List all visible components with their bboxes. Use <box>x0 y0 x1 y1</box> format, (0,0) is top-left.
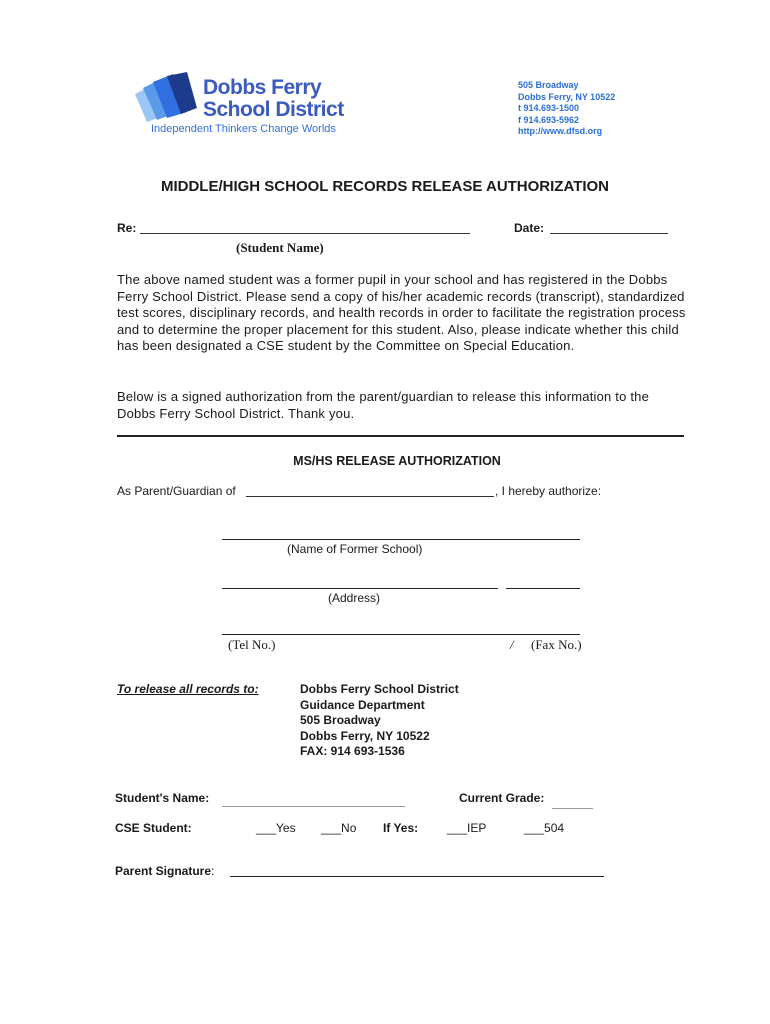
student-name-line[interactable] <box>140 233 470 234</box>
contact-fax: f 914.693-5962 <box>518 114 580 125</box>
contact-web[interactable]: http://www.dfsd.org <box>518 126 603 136</box>
child-name-line[interactable] <box>246 496 494 497</box>
iep-option[interactable]: ___IEP <box>447 821 487 835</box>
release-line2: Guidance Department <box>300 697 425 712</box>
students-name-line[interactable] <box>222 806 405 807</box>
former-school-caption: (Name of Former School) <box>287 542 423 556</box>
former-school-line[interactable] <box>222 539 580 540</box>
section-title: MS/HS RELEASE AUTHORIZATION <box>293 454 501 468</box>
guardian-prefix: As Parent/Guardian of <box>117 484 236 498</box>
date-line[interactable] <box>550 233 668 234</box>
release-label: To release all records to: <box>117 682 259 696</box>
students-name-label: Student's Name: <box>115 791 210 805</box>
logo-name-line2: School District <box>203 98 344 121</box>
current-grade-line[interactable] <box>552 808 593 809</box>
current-grade-label: Current Grade: <box>459 791 545 805</box>
logo-tagline: Independent Thinkers Change Worlds <box>151 123 336 135</box>
release-line3: 505 Broadway <box>300 713 381 727</box>
cse-student-label: CSE Student: <box>115 821 192 835</box>
intro-paragraph: The above named student was a former pupil in your school and has registered in the Dobbs Ferry School District. Please send a copy of his/her academic records (transcript), standardized test scores, disciplinary records, and health records in order to facilitate the registration process and to determine the proper placement for this student. Also, please indicate whether this child has been designated a CSE student by the Committee on Special Education. <box>117 272 686 353</box>
page-title: MIDDLE/HIGH SCHOOL RECORDS RELEASE AUTHORIZATION <box>160 178 610 195</box>
district-logo <box>133 70 344 140</box>
option-504[interactable]: ___504 <box>524 821 565 835</box>
logo-name-line1: Dobbs Ferry <box>203 76 322 99</box>
if-yes-label: If Yes: <box>383 821 419 835</box>
release-line5: FAX: 914 693-1536 <box>300 744 405 758</box>
logo-mark-icon <box>133 72 203 122</box>
re-label: Re: <box>117 221 137 235</box>
section-divider <box>117 435 684 437</box>
release-to-address <box>300 682 459 760</box>
fax-caption: (Fax No.) <box>531 637 582 652</box>
tel-fax-line[interactable] <box>222 634 580 635</box>
parent-signature-label-wrap <box>115 864 214 878</box>
address-line[interactable] <box>222 588 498 589</box>
contact-phone: t 914.693-1500 <box>518 103 580 113</box>
cse-yes-option[interactable]: ___Yes <box>256 821 296 835</box>
contact-block <box>518 80 615 138</box>
date-label: Date: <box>514 221 545 235</box>
guardian-suffix: , I hereby authorize: <box>495 484 602 498</box>
contact-address1: 505 Broadway <box>518 80 579 90</box>
address-line-2[interactable] <box>506 588 580 589</box>
parent-signature-colon: : <box>211 864 215 878</box>
cse-no-option[interactable]: ___No <box>321 821 357 835</box>
tel-caption: (Tel No.) <box>228 637 276 652</box>
tel-fax-separator: / <box>510 637 514 652</box>
contact-address2: Dobbs Ferry, NY 10522 <box>518 91 616 102</box>
authorization-paragraph: Below is a signed authorization from the parent/guardian to release this information to the Dobbs Ferry School District. Thank you. <box>117 389 649 421</box>
parent-signature-label: Parent Signature <box>115 864 212 878</box>
address-caption: (Address) <box>328 591 381 605</box>
release-line1: Dobbs Ferry School District <box>300 682 459 696</box>
release-line4: Dobbs Ferry, NY 10522 <box>300 728 430 743</box>
student-name-caption: (Student Name) <box>236 240 324 255</box>
parent-signature-line[interactable] <box>230 876 604 877</box>
